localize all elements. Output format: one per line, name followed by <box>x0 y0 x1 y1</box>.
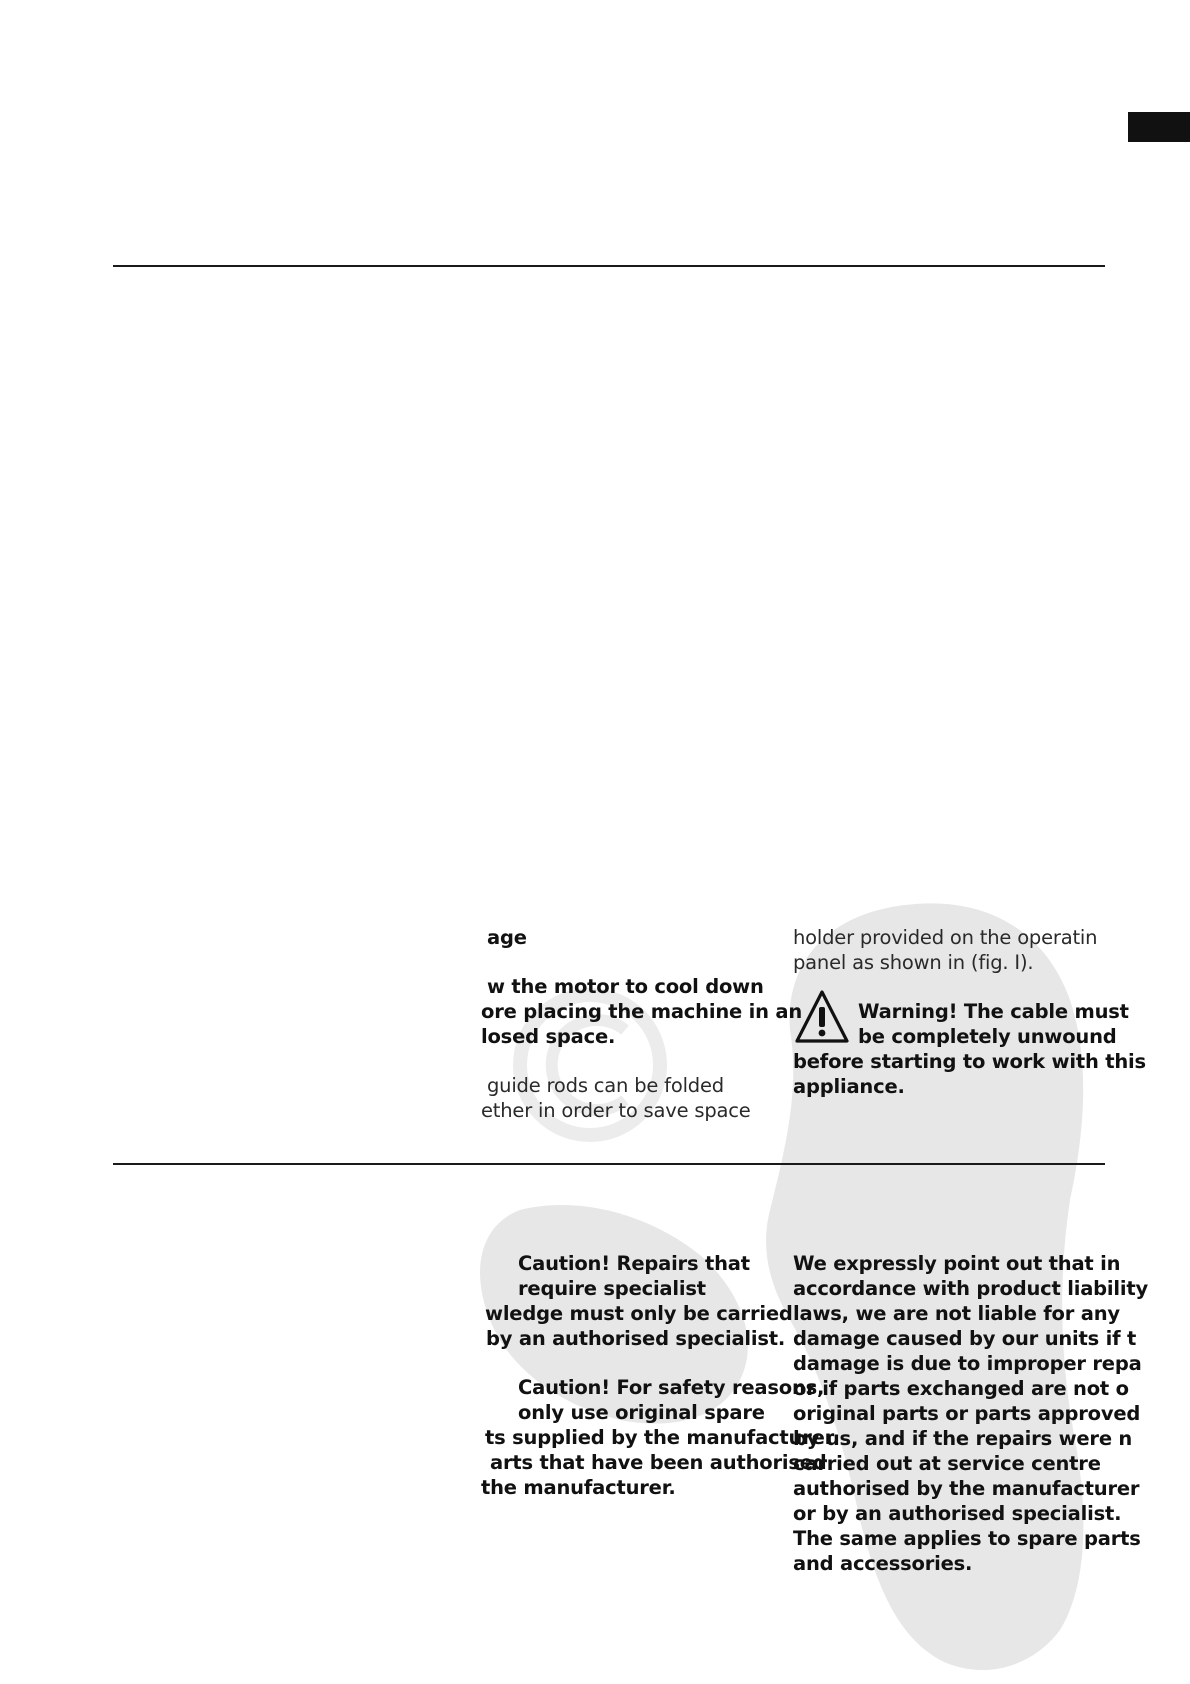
storage-cool-line-3: losed space. <box>481 1025 616 1048</box>
liability-line: or by an authorised specialist. <box>793 1502 1122 1525</box>
liability-column <box>793 1251 1148 1576</box>
liability-line: accordance with product liability <box>793 1277 1149 1300</box>
liability-line: damage caused by our units if t <box>793 1327 1137 1350</box>
liability-line: The same applies to spare parts <box>793 1527 1141 1550</box>
repairs-caution2-line-2: only use original spare <box>518 1401 765 1424</box>
cable-warning-line-3: before starting to work with this <box>793 1050 1146 1073</box>
liability-line: authorised by the manufacturer <box>793 1477 1140 1500</box>
liability-line: original parts or parts approved <box>793 1402 1141 1425</box>
liability-line: carried out at service centre <box>793 1452 1101 1475</box>
storage-fold-line-1: guide rods can be folded <box>481 1074 724 1097</box>
repairs-caution1-line-1: Caution! Repairs that <box>518 1252 750 1275</box>
storage-heading: age <box>487 926 527 949</box>
cable-holder-line-1: holder provided on the operatin <box>793 926 1098 949</box>
liability-line: We expressly point out that in <box>793 1252 1121 1275</box>
section-tab-marker <box>1128 112 1190 142</box>
repairs-column <box>481 1251 834 1500</box>
section-divider-middle <box>113 1163 1105 1165</box>
storage-column <box>481 925 802 1123</box>
cable-warning-line-2: be completely unwound <box>858 1025 1117 1048</box>
repairs-caution2-line-5: the manufacturer. <box>481 1476 676 1499</box>
repairs-caution2-line-3: ts supplied by the manufacturer <box>485 1426 835 1449</box>
liability-line: and accessories. <box>793 1552 973 1575</box>
repairs-caution1-line-3: wledge must only be carried <box>485 1302 793 1325</box>
repairs-caution1-line-2: require specialist <box>518 1277 706 1300</box>
storage-cool-line-2: ore placing the machine in an <box>481 1000 803 1023</box>
storage-fold-line-2: ether in order to save space <box>481 1099 751 1122</box>
section-divider-top <box>113 265 1105 267</box>
repairs-caution1-line-4: by an authorised specialist. <box>486 1327 786 1350</box>
liability-line: laws, we are not liable for any <box>793 1302 1120 1325</box>
cable-warning-line-4: appliance. <box>793 1075 905 1098</box>
liability-line: by us, and if the repairs were n <box>793 1427 1133 1450</box>
cable-holder-line-2: panel as shown in (fig. I). <box>793 951 1034 974</box>
liability-line: or if parts exchanged are not o <box>793 1377 1129 1400</box>
storage-cool-line-1: w the motor to cool down <box>487 975 764 998</box>
warning-triangle-icon <box>794 989 850 1044</box>
liability-line: damage is due to improper repa <box>793 1352 1142 1375</box>
cable-warning-line-1: Warning! The cable must <box>858 1000 1129 1023</box>
repairs-caution2-line-1: Caution! For safety reasons, <box>518 1376 825 1399</box>
repairs-caution2-line-4: arts that have been authorised <box>490 1451 827 1474</box>
